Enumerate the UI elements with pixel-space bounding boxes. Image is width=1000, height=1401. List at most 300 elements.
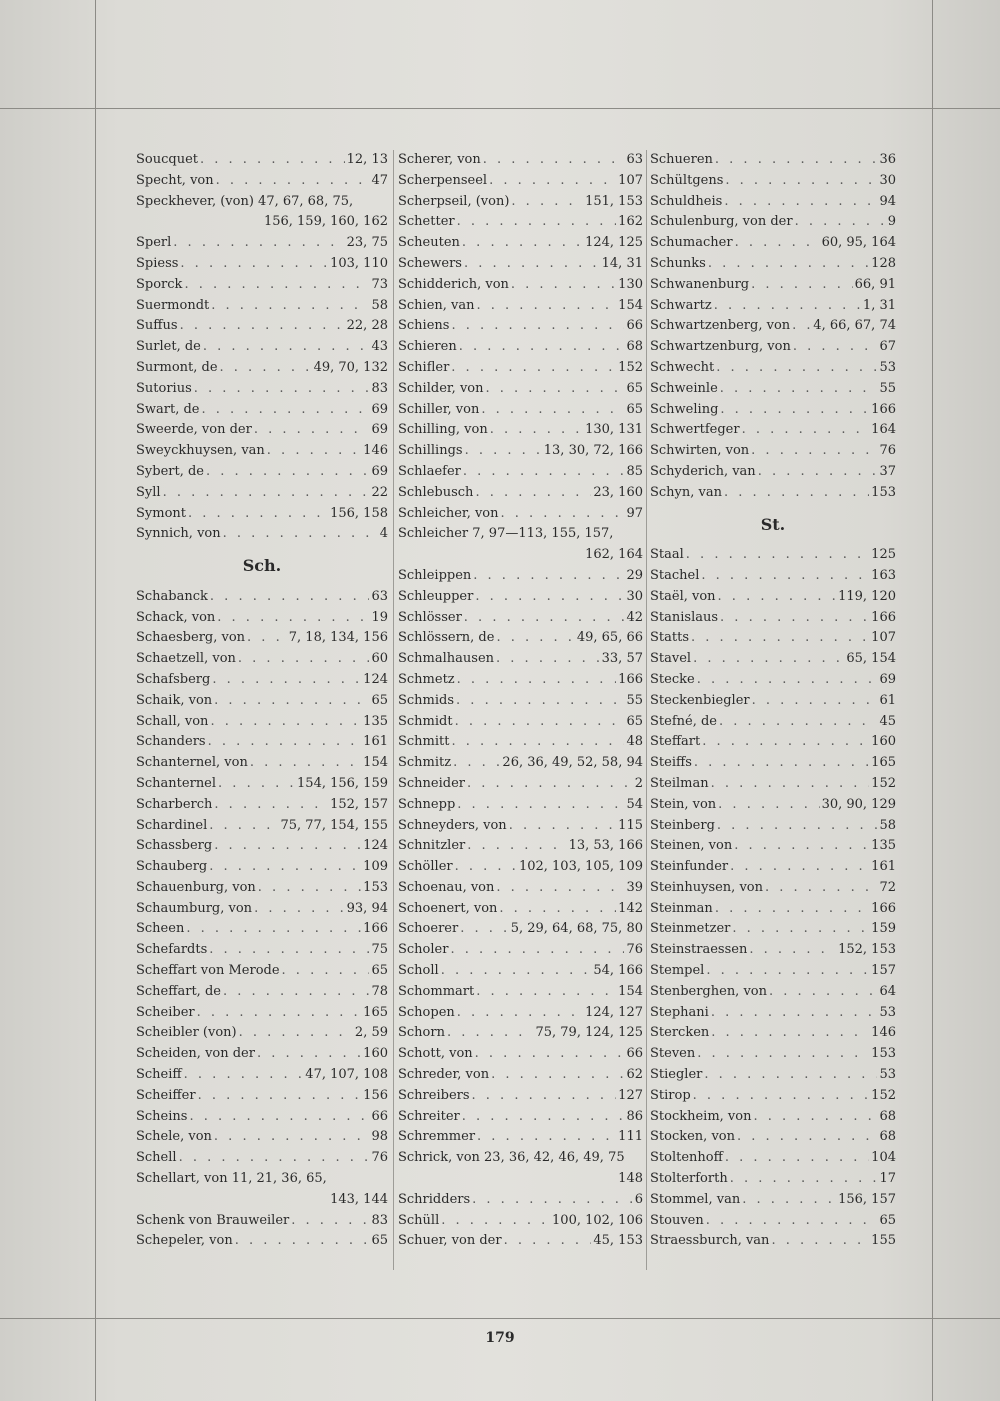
entry-page-refs: 166	[618, 671, 643, 687]
entry-name: Stempel	[650, 963, 705, 979]
entry-page-refs: 53	[879, 359, 896, 375]
leader-dots	[464, 254, 600, 275]
entry-name: Soucquet	[136, 152, 198, 167]
index-entry	[650, 649, 896, 670]
entry-page-refs: 124	[363, 838, 388, 854]
index-entry	[398, 254, 643, 275]
leader-dots	[706, 961, 869, 982]
entry-page-refs: 65	[626, 713, 643, 729]
leader-dots	[483, 150, 625, 171]
entry-page-refs: 49, 65, 66	[576, 630, 643, 646]
entry-name: Stecke	[650, 671, 695, 687]
leader-dots	[724, 192, 877, 213]
entry-page-refs: 33, 57	[601, 651, 643, 667]
leader-dots	[465, 441, 542, 462]
leader-dots	[247, 628, 287, 649]
leader-dots	[179, 1148, 370, 1169]
index-entry	[650, 982, 896, 1003]
entry-page-refs: 161	[871, 859, 896, 875]
index-entry	[398, 1003, 643, 1024]
index-entry	[136, 1003, 388, 1024]
index-entry	[650, 420, 896, 441]
leader-dots	[749, 940, 836, 961]
index-entry	[650, 774, 896, 795]
index-entry	[650, 712, 896, 733]
entry-name: Stercken	[650, 1025, 710, 1041]
entry-page-refs: 109	[363, 859, 388, 875]
entry-page-refs: 156, 158	[330, 505, 388, 521]
entry-page-refs: 154, 156, 159	[297, 775, 388, 791]
leader-dots	[795, 212, 886, 233]
index-entry	[136, 1023, 388, 1044]
index-entry	[398, 1190, 643, 1211]
entry-page-refs: 68	[879, 1129, 896, 1145]
entry-page-refs: 69	[371, 463, 388, 479]
entry-name: Schmitz	[398, 755, 452, 771]
entry-page-refs: 55	[879, 380, 896, 396]
index-entry	[398, 712, 643, 733]
entry-name: Schlaefer	[398, 463, 461, 479]
entry-page-refs: 54, 166	[593, 963, 643, 979]
leader-dots	[737, 1127, 877, 1148]
entry-page-refs: 53	[879, 1067, 896, 1083]
entry-name: Schafsberg	[136, 671, 211, 687]
entry-page-refs: 86	[626, 1108, 643, 1124]
index-entry	[136, 857, 388, 878]
entry-name: Schetter	[398, 214, 455, 230]
index-entry	[650, 462, 896, 483]
entry-page-refs: 93, 94	[346, 900, 388, 916]
entry-page-refs: 62	[626, 1067, 643, 1083]
index-entry	[650, 212, 896, 233]
entry-name: Schumacher	[650, 235, 733, 251]
entry-name: Stenberghen, von	[650, 983, 767, 999]
entry-page-refs: 22	[371, 484, 388, 500]
leader-dots	[504, 1231, 592, 1252]
index-entry	[650, 587, 896, 608]
leader-dots	[210, 712, 361, 733]
entry-page-refs: 43	[371, 339, 388, 355]
entry-name: Schleippen	[398, 567, 472, 583]
entry-name: Schlössern, de	[398, 630, 495, 646]
leader-dots	[509, 816, 616, 837]
index-column-1	[136, 150, 388, 1252]
leader-dots	[282, 961, 370, 982]
leader-dots	[758, 462, 878, 483]
entry-name: Schele, von	[136, 1129, 212, 1145]
leader-dots	[496, 649, 600, 670]
leader-dots	[475, 1044, 625, 1065]
entry-page-refs: 4, 66, 67, 74	[813, 318, 896, 334]
index-entry	[398, 857, 643, 878]
entry-page-refs: 65	[879, 1212, 896, 1228]
entry-name: Schleicher, von	[398, 505, 499, 521]
leader-dots	[693, 649, 844, 670]
index-entry	[650, 296, 896, 317]
leader-dots	[455, 712, 625, 733]
entry-page-refs: 154	[618, 983, 643, 999]
index-entry	[650, 795, 896, 816]
entry-page-refs: 165	[871, 755, 896, 771]
entry-page-refs: 164	[871, 422, 896, 438]
index-entry	[650, 878, 896, 899]
entry-name: Schunks	[650, 255, 706, 271]
entry-name: Scheiber	[136, 1004, 195, 1020]
leader-dots	[250, 753, 361, 774]
entry-name: Schuldheis	[650, 193, 723, 209]
leader-dots	[511, 275, 616, 296]
index-entry	[398, 649, 643, 670]
index-entry	[136, 878, 388, 899]
entry-page-refs: 66	[626, 318, 643, 334]
index-entry	[398, 358, 643, 379]
index-entry	[136, 670, 388, 691]
entry-name: Specht, von	[136, 172, 214, 188]
entry-name: Schulenburg, von der	[650, 214, 793, 230]
leader-dots	[697, 670, 878, 691]
index-entry	[398, 732, 643, 753]
entry-name: Schmetz	[398, 671, 455, 687]
index-entry	[136, 774, 388, 795]
leader-dots	[189, 1107, 369, 1128]
entry-page-refs: 85	[626, 463, 643, 479]
entry-name: Schellart, von 11, 21, 36, 65,	[136, 1171, 327, 1187]
leader-dots	[223, 982, 369, 1003]
entry-page-refs: 37	[879, 463, 896, 479]
entry-name: Scheiffer	[136, 1087, 196, 1103]
entry-name: Schepeler, von	[136, 1233, 233, 1249]
entry-name: Scherpenseel	[398, 172, 488, 188]
leader-dots	[734, 836, 869, 857]
leader-dots	[751, 441, 877, 462]
index-entry	[650, 1231, 896, 1252]
entry-name: Staal	[650, 547, 684, 563]
entry-name: Schueren	[650, 152, 713, 167]
entry-name: Surlet, de	[136, 339, 201, 355]
leader-dots	[186, 919, 361, 940]
index-entry	[136, 275, 388, 296]
leader-dots	[730, 857, 869, 878]
entry-page-refs: 152, 157	[330, 796, 388, 812]
leader-dots	[496, 878, 624, 899]
entry-name: Scheffart von Merode	[136, 963, 280, 979]
entry-page-refs: 47	[371, 172, 388, 188]
entry-name: Scherer, von	[398, 152, 481, 167]
entry-name: Stolterforth	[650, 1171, 728, 1187]
index-entry	[398, 150, 643, 171]
leader-dots	[212, 670, 361, 691]
leader-dots	[188, 504, 328, 525]
leader-dots	[216, 171, 370, 192]
index-entry	[398, 1127, 643, 1148]
page-number: 179	[485, 1330, 515, 1346]
entry-name: Schardinel	[136, 817, 208, 833]
leader-dots	[455, 857, 517, 878]
leader-dots	[718, 587, 837, 608]
index-entry	[398, 628, 643, 649]
index-entry	[398, 462, 643, 483]
entry-name: Steinhuysen, von	[650, 879, 763, 895]
entry-name: Schenk von Brauweiler	[136, 1212, 290, 1228]
entry-page-refs: 13, 30, 72, 166	[543, 443, 643, 459]
leader-dots	[496, 628, 574, 649]
entry-name: Scheins	[136, 1108, 188, 1124]
index-entry	[136, 712, 388, 733]
entry-page-refs: 69	[371, 401, 388, 417]
leader-dots	[765, 878, 877, 899]
entry-page-refs: 60	[371, 651, 388, 667]
leader-dots	[467, 774, 633, 795]
index-entry	[136, 899, 388, 920]
index-entry	[136, 483, 388, 504]
index-entry	[650, 1107, 896, 1128]
index-entry	[650, 919, 896, 940]
index-entry	[136, 358, 388, 379]
index-entry	[136, 1148, 388, 1169]
index-entry	[398, 566, 643, 587]
entry-page-refs: 154	[618, 297, 643, 313]
index-entry	[650, 1127, 896, 1148]
entry-name: Symont	[136, 505, 187, 521]
entry-name: Schaetzell, von	[136, 651, 236, 667]
leader-dots	[697, 1044, 869, 1065]
entry-page-refs: 151, 153	[585, 193, 643, 209]
entry-page-refs: 125	[871, 547, 896, 563]
index-entry	[650, 483, 896, 504]
leader-dots	[441, 1211, 550, 1232]
leader-dots	[208, 732, 362, 753]
leader-dots	[704, 1065, 877, 1086]
entry-name: Schmalhausen	[398, 651, 495, 667]
index-entry	[650, 275, 896, 296]
entry-page-refs: 5, 29, 64, 68, 75, 80	[510, 921, 643, 937]
leader-dots	[472, 1086, 617, 1107]
leader-dots	[214, 1127, 370, 1148]
index-entry	[136, 462, 388, 483]
entry-page-refs: 135	[871, 838, 896, 854]
entry-name: Schorn	[398, 1025, 445, 1041]
entry-page-refs: 29	[626, 567, 643, 583]
entry-page-refs: 66, 91	[854, 276, 896, 292]
entry-name: Speckhever, (von) 47, 67, 68, 75,	[136, 193, 354, 209]
entry-page-refs: 30	[626, 588, 643, 604]
entry-page-refs: 54	[626, 796, 643, 812]
entry-name: Schopen	[398, 1004, 455, 1020]
entry-page-refs: 53	[879, 1004, 896, 1020]
entry-page-refs: 119, 120	[838, 588, 896, 604]
entry-page-refs: 2	[634, 775, 643, 791]
entry-page-refs: 22, 28	[346, 318, 388, 334]
entry-name: Schridders	[398, 1191, 471, 1207]
entry-page-refs: 107	[871, 630, 896, 646]
entry-name: Schack, von	[136, 609, 216, 625]
entry-name: Swart, de	[136, 401, 200, 417]
index-entry	[136, 628, 388, 649]
leader-dots	[258, 878, 361, 899]
entry-page-refs: 153	[363, 879, 388, 895]
leader-dots	[719, 712, 877, 733]
entry-name: Schwanenburg	[650, 276, 750, 292]
leader-dots	[485, 379, 624, 400]
entry-page-refs: 63	[626, 152, 643, 167]
index-entry	[650, 857, 896, 878]
index-entry	[650, 940, 896, 961]
index-entry	[650, 400, 896, 421]
index-entry	[650, 337, 896, 358]
section-heading: St.	[760, 514, 786, 534]
index-entry	[398, 192, 643, 213]
entry-name: Syll	[136, 484, 161, 500]
index-entry	[398, 1023, 643, 1044]
entry-name: Schnitzler	[398, 838, 466, 854]
entry-page-refs: 76	[626, 942, 643, 958]
column-separator	[646, 150, 647, 1270]
index-entry	[398, 691, 643, 712]
entry-name: Schmids	[398, 692, 455, 708]
leader-dots	[463, 462, 625, 483]
leader-dots	[214, 691, 369, 712]
entry-page-refs: 124	[363, 671, 388, 687]
entry-name: Schifler	[398, 359, 450, 375]
entry-name: Schaesberg, von	[136, 630, 246, 646]
leader-dots	[718, 795, 819, 816]
leader-dots	[701, 566, 869, 587]
entry-page-refs: 49, 70, 132	[313, 359, 388, 375]
leader-dots	[217, 608, 369, 629]
entry-page-refs: 66	[626, 1046, 643, 1062]
leader-dots	[197, 1003, 362, 1024]
entry-name: Schewers	[398, 255, 462, 271]
entry-page-refs: 166	[871, 401, 896, 417]
index-entry	[136, 150, 388, 171]
index-entry	[398, 483, 643, 504]
entry-page-refs: 14, 31	[601, 255, 643, 271]
leader-dots	[267, 441, 361, 462]
index-entry	[650, 1190, 896, 1211]
entry-name: Schlösser	[398, 609, 462, 625]
entry-continuation: 156, 159, 160, 162	[263, 214, 388, 230]
entry-name: Schaik, von	[136, 692, 213, 708]
index-entry	[398, 919, 643, 940]
leader-dots	[477, 296, 617, 317]
leader-dots	[708, 254, 869, 275]
entry-name: Schreibers	[398, 1087, 470, 1103]
leader-dots	[724, 483, 869, 504]
index-entry	[398, 524, 643, 545]
index-entry	[650, 1044, 896, 1065]
entry-name: Scheiden, von der	[136, 1046, 255, 1062]
entry-continuation: 143, 144	[330, 1191, 388, 1207]
entry-page-refs: 130, 131	[585, 422, 643, 438]
page-fold-line	[0, 1318, 1000, 1319]
index-entry	[398, 171, 643, 192]
leader-dots	[472, 1190, 633, 1211]
entry-page-refs: 98	[371, 1129, 388, 1145]
index-entry	[136, 233, 388, 254]
leader-dots	[211, 296, 369, 317]
leader-dots	[223, 524, 378, 545]
index-entry	[136, 961, 388, 982]
entry-name: Schneider	[398, 775, 466, 791]
index-entry	[650, 670, 896, 691]
entry-page-refs: 58	[371, 297, 388, 313]
leader-dots	[715, 899, 869, 920]
leader-dots	[476, 982, 616, 1003]
entry-name: Scheibler (von)	[136, 1025, 237, 1041]
index-entry	[398, 878, 643, 899]
index-entry	[650, 816, 896, 837]
entry-page-refs: 104	[871, 1150, 896, 1166]
index-entry	[136, 379, 388, 400]
entry-page-refs: 2, 59	[354, 1025, 388, 1041]
entry-page-refs: 142	[618, 900, 643, 916]
index-entry	[650, 836, 896, 857]
entry-name: Schwartz	[650, 297, 712, 313]
entry-name: Steiffs	[650, 755, 692, 771]
entry-page-refs: 128	[871, 255, 896, 271]
index-entry	[650, 899, 896, 920]
entry-name: Stoltenhoff	[650, 1150, 723, 1166]
index-entry	[136, 171, 388, 192]
entry-page-refs: 152	[618, 359, 643, 375]
entry-name: Steckenbiegler	[650, 692, 750, 708]
entry-page-refs: 65	[626, 401, 643, 417]
index-entry	[398, 1065, 643, 1086]
index-entry	[398, 379, 643, 400]
index-entry	[136, 192, 388, 213]
entry-page-refs: 48	[626, 734, 643, 750]
index-entry	[136, 400, 388, 421]
index-entry	[398, 1107, 643, 1128]
leader-dots	[501, 504, 625, 525]
entry-name: Stachel	[650, 567, 700, 583]
index-entry	[136, 441, 388, 462]
index-column-2	[398, 150, 643, 1252]
leader-dots	[693, 1086, 870, 1107]
index-entry	[398, 899, 643, 920]
leader-dots	[238, 649, 370, 670]
entry-name: Schlebusch	[398, 484, 474, 500]
entry-name: Schrick, von 23, 36, 42, 46, 49, 75	[398, 1150, 625, 1166]
leader-dots	[751, 275, 853, 296]
leader-dots	[720, 400, 869, 421]
entry-continuation: 162, 164	[585, 547, 643, 563]
leader-dots	[200, 150, 345, 171]
index-entry	[398, 940, 643, 961]
entry-page-refs: 78	[371, 983, 388, 999]
index-entry	[136, 940, 388, 961]
leader-dots	[730, 1169, 878, 1190]
index-entry	[136, 608, 388, 629]
entry-name: Schöller	[398, 859, 453, 875]
entry-name: Surmont, de	[136, 359, 218, 375]
leader-dots	[715, 150, 878, 171]
entry-name: Scherpseil, (von)	[398, 193, 510, 209]
entry-page-refs: 161	[363, 734, 388, 750]
entry-name: Schüll	[398, 1212, 440, 1228]
entry-name: Scholer	[398, 942, 449, 958]
index-entry	[398, 316, 643, 337]
entry-name: Stommel, van	[650, 1191, 741, 1207]
entry-page-refs: 55	[626, 692, 643, 708]
entry-name: Scheuten	[398, 235, 460, 251]
leader-dots	[711, 1023, 869, 1044]
leader-dots	[511, 192, 583, 213]
entry-name: Schwirten, von	[650, 443, 750, 459]
leader-dots	[706, 1211, 878, 1232]
entry-page-refs: 115	[618, 817, 643, 833]
leader-dots	[180, 254, 328, 275]
